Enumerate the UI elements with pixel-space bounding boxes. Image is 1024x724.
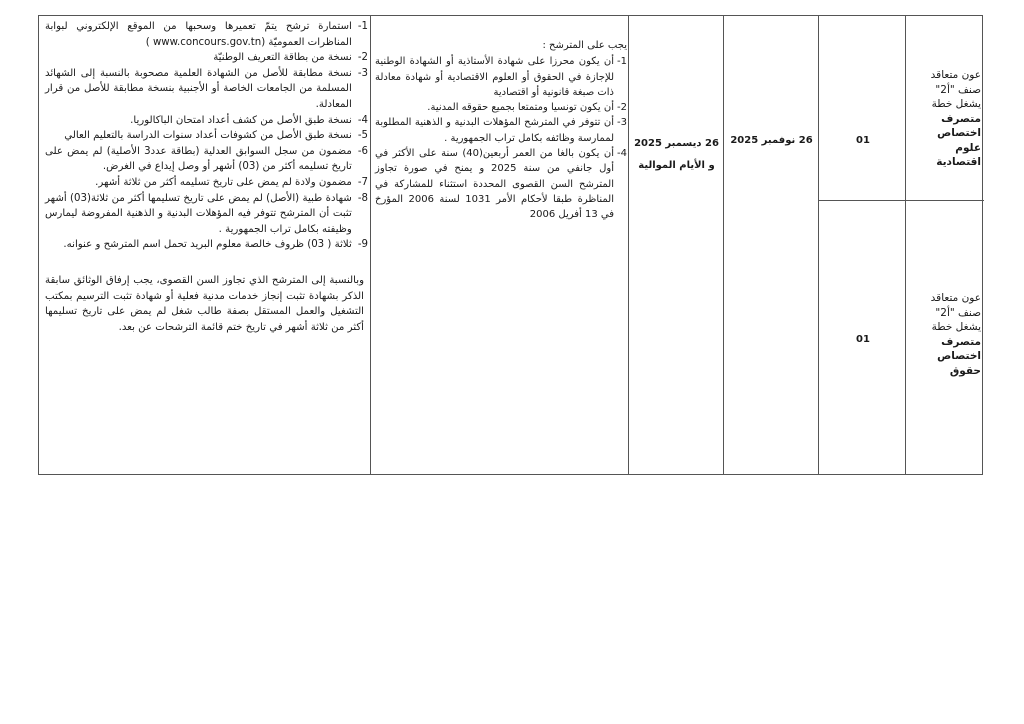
item-text: شهادة طبية (الأصل) لم يمض على تاريخ تسليمها أكثر من ثلاثة(03) أشهر تثبت أن المترشح تتوفر فيه المؤهلات البدنية و الذهنية المفروضة ليمارس وظيفته بكامل تراب الجمهورية . (45, 192, 352, 235)
item-number: 9- (357, 239, 368, 251)
specialty-line: اختصاص (937, 350, 981, 362)
item-number: 1- (357, 21, 368, 32)
specialty-line: متصرف (941, 335, 981, 348)
document-item (45, 50, 368, 66)
specialty-line: متصرف (941, 112, 981, 125)
item-number: 2- (357, 52, 368, 64)
grade-cell (907, 291, 981, 378)
grade-line: يشغل خطة (931, 321, 981, 333)
requirement-item (375, 54, 627, 100)
item-text: نسخة من بطاقة التعريف الوطنيّة (213, 52, 352, 64)
posts-count: 01 (856, 334, 870, 345)
age-exception-note: وبالنسبة إلى المترشح الذي تجاوز السن القصوى، يجب إرفاق الوثائق سابقة الذكر بشهادة تثبت إنجاز خدمات مدنية فعلية أو شهادة تثبت الترسيم بمكتب التشغيل والعمل المستقل بصفة طالب شغل لم يمض على تاريخ تسليمها أكثر من ثلاثة أشهر في تاريخ ختم قائمة الترشحات عن بعد. (45, 274, 364, 333)
document-item (45, 175, 368, 191)
item-number: 1- (617, 56, 627, 68)
posts-count-cell (822, 135, 904, 146)
requirement-item (375, 100, 627, 115)
item-text: ثلاثة ( 03) ظروف خالصة معلوم البريد تحمل اسم المترشح و عنوانه. (63, 239, 352, 251)
requirement-item (375, 146, 627, 222)
specialty-line: حقوق (949, 364, 981, 377)
item-number: 5- (357, 130, 368, 142)
item-text: أن يكون بالغا من العمر أربعين(40) سنة على الأكثر في أول جانفي من سنة 2025 و يمنح في صورة تجاوز المترشح السن القصوى المحددة استثناء للمشاركة في المناظرة طبقا لأحكام الأمر 1031 لسنة 2006 المؤرخ في 13 أفريل 2006 (375, 148, 615, 221)
item-text: استمارة ترشح يتمّ تعميرها وسحبها من الموقع الإلكتروني لبوابة المناظرات العموميّة (www.concours.gov.tn ) (45, 21, 352, 48)
document-item (45, 144, 368, 175)
document-item (45, 66, 368, 113)
grade-line: يشغل خطة (931, 98, 981, 110)
required-documents-cell (45, 19, 368, 335)
posts-count: 01 (856, 135, 870, 146)
item-number: 3- (617, 117, 627, 129)
item-text: نسخة طبق الأصل من كشف أعداد امتحان الباكالوريا. (130, 114, 352, 126)
document-item (45, 191, 368, 238)
column-divider (723, 16, 724, 474)
grade-cell (907, 68, 981, 170)
item-number: 2- (617, 102, 627, 114)
column-divider (370, 16, 371, 474)
item-text: مضمون من سجل السوابق العدلية (بطاقة عدد3 الأصلية) لم يمض على تاريخ تسليمه أكثر من (03) أشهر أو وصل إيداع في الغرض. (45, 145, 352, 173)
recruitment-table (38, 15, 983, 475)
item-text: أن يكون تونسيا ومتمتعا بجميع حقوقه المدنية. (427, 102, 615, 114)
opening-date: 26 نوفمبر 2025 (730, 135, 813, 146)
document-item (45, 237, 368, 253)
grade-line: صنف "أ2" (935, 83, 981, 96)
specialty-line: علوم (955, 141, 981, 154)
requirement-item (375, 115, 627, 146)
opening-date-cell (725, 135, 818, 146)
grade-line: عون متعاقد (930, 69, 981, 81)
column-divider (628, 16, 629, 474)
closing-date: 26 ديسمبر 2025 (634, 138, 719, 149)
item-number: 3- (357, 67, 368, 79)
specialty-line: اقتصادية (936, 156, 981, 168)
item-text: نسخة طبق الأصل من كشوفات أعداد سنوات الدراسة بالتعليم العالي (64, 130, 352, 142)
item-number: 6- (357, 145, 368, 157)
column-divider (818, 16, 819, 474)
document-item (45, 19, 368, 50)
candidate-requirements-cell (375, 38, 627, 223)
item-number: 4- (357, 114, 368, 126)
grade-line: صنف "أ2" (935, 306, 981, 319)
item-text: نسخة مطابقة للأصل من الشهادة العلمية مصحوبة بالنسبة إلى الشهائد المسلمة من الجامعات الخاصة أو الأجنبية بنسخة مطابقة للأصل من قرار المعادلة. (45, 67, 352, 110)
grade-line: عون متعاقد (930, 292, 981, 304)
column-divider (905, 16, 906, 474)
item-number: 4- (617, 148, 627, 160)
requirements-intro: يجب على المترشح : (542, 40, 627, 51)
specialty-line: اختصاص (937, 127, 981, 139)
document-item (45, 128, 368, 144)
item-text: أن تتوفر في المترشح المؤهلات البدنية و الذهنية المطلوبة لممارسة وظائفه بكامل تراب الجمهورية . (375, 117, 615, 144)
item-text: مضمون ولادة لم يمض على تاريخ تسليمه أكثر من ثلاثة أشهر. (95, 176, 352, 188)
document-item (45, 113, 368, 129)
posts-count-cell (822, 334, 904, 345)
item-number: 7- (357, 176, 368, 188)
item-number: 8- (357, 192, 368, 204)
row-divider (818, 200, 984, 201)
item-text: أن يكون محرزا على شهادة الأستاذية أو الشهادة الوطنية للإجازة في الحقوق أو العلوم الاقتصادية أو شهادة معادلة ذات صبغة قانونية أو اقتصادية (375, 56, 615, 98)
closing-date-suffix: و الأيام الموالية (638, 160, 715, 171)
closing-date-cell (630, 133, 723, 177)
